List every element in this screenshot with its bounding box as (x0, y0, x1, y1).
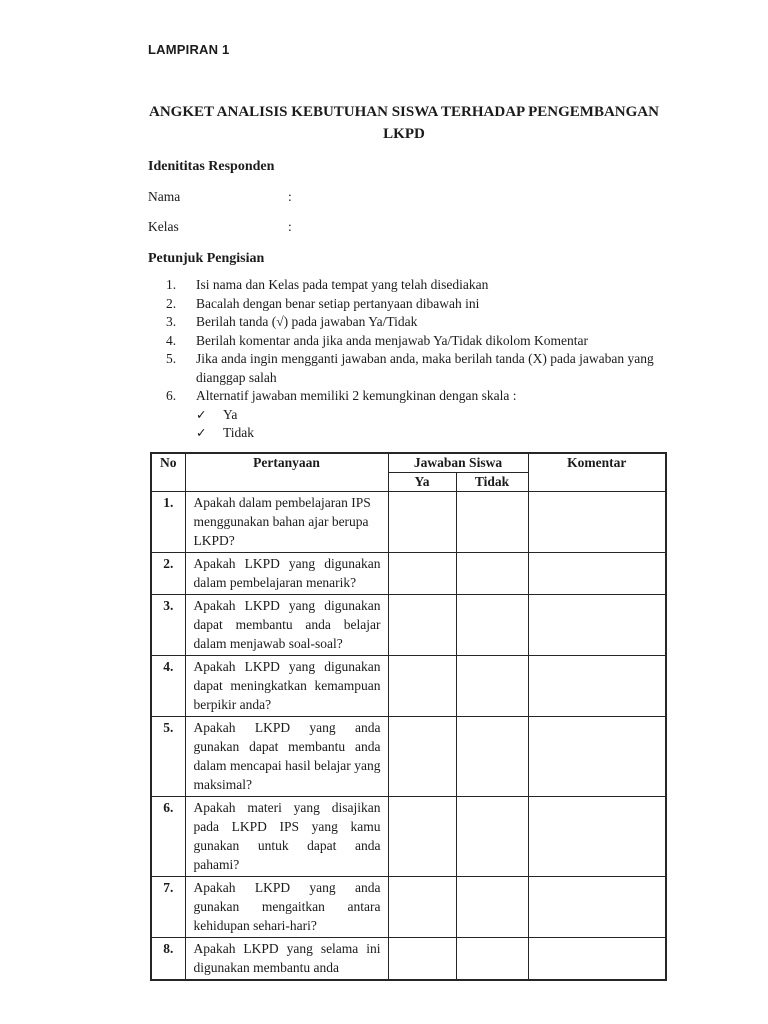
instruction-number: 5. (166, 351, 177, 366)
scale-option-label: Ya (223, 406, 238, 422)
tidak-answer-cell (456, 491, 528, 552)
tidak-answer-cell (456, 655, 528, 716)
table-row (151, 594, 666, 655)
question-cell: Apakah LKPD yang anda gunakan mengaitkan antara kehidupan sehari-hari? (185, 876, 388, 937)
tidak-answer-cell (456, 594, 528, 655)
header-ya: Ya (388, 472, 456, 491)
row-number: 5. (151, 716, 185, 796)
row-number: 6. (151, 796, 185, 876)
question-cell: Apakah LKPD yang selama ini digunakan membantu anda (185, 937, 388, 980)
header-komentar: Komentar (528, 453, 666, 492)
header-jawaban-siswa: Jawaban Siswa (388, 453, 528, 473)
instruction-number: 2. (166, 295, 177, 311)
field-kelas (148, 218, 671, 235)
question-cell: Apakah dalam pembelajaran IPS menggunakan bahan ajar berupa LKPD? (185, 491, 388, 552)
table-row (151, 552, 666, 594)
page-label: LAMPIRAN 1 (148, 42, 230, 57)
instruction-number: 3. (166, 314, 177, 329)
komentar-cell (528, 594, 666, 655)
instruction-text: Alternatif jawaban memiliki 2 kemungkinan dengan skala : (196, 388, 517, 403)
instruction-item (148, 276, 671, 295)
komentar-cell (528, 491, 666, 552)
nama-value (302, 188, 671, 205)
instruction-item (148, 313, 671, 332)
table-row (151, 655, 666, 716)
checkmark-icon: ✓ (196, 426, 207, 440)
row-number: 4. (151, 655, 185, 716)
tidak-answer-cell (456, 876, 528, 937)
kelas-value (302, 218, 671, 235)
checkmark-icon: ✓ (196, 407, 207, 422)
instruction-item (148, 350, 671, 387)
table-row (151, 796, 666, 876)
instructions-heading: Petunjuk Pengisian (148, 251, 265, 266)
identity-heading: Idenititas Responden (148, 159, 275, 174)
question-cell: Apakah LKPD yang anda gunakan dapat membantu anda dalam mencapai hasil belajar yang maksimal? (185, 716, 388, 796)
instruction-number: 4. (166, 332, 177, 348)
komentar-cell (528, 796, 666, 876)
komentar-cell (528, 552, 666, 594)
scale-option-label: Tidak (223, 425, 255, 440)
header-tidak: Tidak (456, 472, 528, 491)
question-cell: Apakah LKPD yang digunakan dalam pembelajaran menarik? (185, 552, 388, 594)
nama-label: Nama (148, 189, 181, 204)
instruction-text: Isi nama dan Kelas pada tempat yang telah disediakan (196, 277, 489, 292)
komentar-cell (528, 716, 666, 796)
instructions-list (148, 276, 671, 443)
kelas-colon: : (288, 219, 292, 234)
instruction-item (148, 295, 671, 314)
kelas-label: Kelas (148, 219, 179, 234)
question-cell: Apakah LKPD yang digunakan dapat membantu anda belajar dalam menjawab soal-soal? (185, 594, 388, 655)
instruction-text: Berilah komentar anda jika anda menjawab Ya/Tidak dikolom Komentar (196, 332, 589, 348)
instruction-text: Jika anda ingin mengganti jawaban anda, maka berilah tanda (X) pada jawaban yang dianggap salah (196, 351, 654, 385)
instruction-number: 6. (166, 388, 177, 403)
scale-option-tidak (148, 424, 671, 443)
row-number: 1. (151, 491, 185, 552)
page-content (148, 42, 671, 981)
instruction-item (148, 387, 671, 406)
ya-answer-cell (388, 594, 456, 655)
ya-answer-cell (388, 876, 456, 937)
row-number: 2. (151, 552, 185, 594)
ya-answer-cell (388, 491, 456, 552)
tidak-answer-cell (456, 796, 528, 876)
tidak-answer-cell (456, 552, 528, 594)
komentar-cell (528, 655, 666, 716)
tidak-answer-cell (456, 716, 528, 796)
question-cell: Apakah LKPD yang digunakan dapat meningkatkan kemampuan berpikir anda? (185, 655, 388, 716)
ya-answer-cell (388, 796, 456, 876)
row-number: 8. (151, 937, 185, 980)
table-row (151, 491, 666, 552)
table-row (151, 876, 666, 937)
tidak-answer-cell (456, 937, 528, 980)
instruction-text: Bacalah dengan benar setiap pertanyaan dibawah ini (196, 295, 480, 311)
row-number: 3. (151, 594, 185, 655)
ya-answer-cell (388, 655, 456, 716)
instruction-text: Berilah tanda (√) pada jawaban Ya/Tidak (196, 314, 418, 329)
header-pertanyaan: Pertanyaan (185, 453, 388, 492)
table-row (151, 716, 666, 796)
row-number: 7. (151, 876, 185, 937)
komentar-cell (528, 876, 666, 937)
table-row (151, 937, 666, 980)
ya-answer-cell (388, 552, 456, 594)
instruction-number: 1. (166, 277, 177, 292)
scale-option-ya (148, 406, 671, 425)
question-cell: Apakah materi yang disajikan pada LKPD IPS yang kamu gunakan untuk dapat anda pahami? (185, 796, 388, 876)
header-no: No (151, 453, 185, 492)
instruction-item (148, 332, 671, 351)
ya-answer-cell (388, 716, 456, 796)
table-header-row (151, 453, 666, 473)
document-title: ANGKET ANALISIS KEBUTUHAN SISWA TERHADAP PENGEMBANGAN LKPD (149, 104, 659, 142)
nama-colon: : (288, 189, 292, 204)
field-nama (148, 188, 671, 205)
komentar-cell (528, 937, 666, 980)
ya-answer-cell (388, 937, 456, 980)
questionnaire-table (150, 452, 667, 981)
